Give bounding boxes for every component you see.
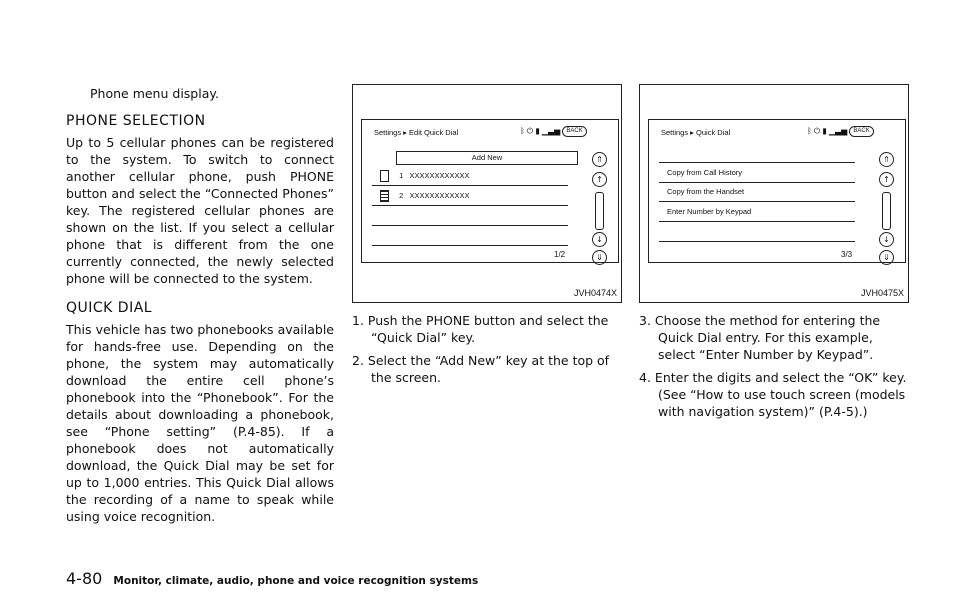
page-footer <box>66 569 478 588</box>
heading-phone-selection: PHONE SELECTION <box>66 113 206 129</box>
list-item[interactable] <box>372 226 568 246</box>
page-indicator: 3/3 <box>841 250 853 259</box>
page-number: 4-80 <box>66 569 103 588</box>
entry-number: 1 <box>399 171 404 180</box>
list-item[interactable] <box>372 166 568 186</box>
page-indicator: 1/2 <box>554 250 566 259</box>
scroll-top-icon[interactable]: ⇑ <box>879 152 894 167</box>
scroll-bottom-icon[interactable]: ⇓ <box>879 250 894 265</box>
list-item <box>659 222 855 242</box>
step-item <box>639 312 907 363</box>
step-item <box>352 352 620 386</box>
screen-edit-quick-dial <box>361 119 619 263</box>
step-number: 4. <box>639 370 651 385</box>
figure-code: JVH0475X <box>860 288 904 298</box>
status-icons <box>520 126 587 137</box>
steps-left <box>352 312 620 392</box>
scroll-bottom-icon[interactable]: ⇓ <box>592 250 607 265</box>
step-item <box>639 369 907 420</box>
step-text: Enter the digits and select the “OK” key. (See “How to use touch screen (models with navigation system)” (P.4-5).) <box>654 370 907 419</box>
list-item[interactable] <box>372 206 568 226</box>
list-spacer <box>659 144 855 163</box>
scroll-top-icon[interactable]: ⇑ <box>592 152 607 167</box>
step-text: Choose the method for entering the Quick Dial entry. For this example, select “Enter Number by Keypad”. <box>654 313 881 362</box>
section-title: Monitor, climate, audio, phone and voice recognition systems <box>113 575 479 587</box>
step-text: Select the “Add New” key at the top of the screen. <box>367 353 610 385</box>
back-button[interactable]: BACK <box>562 126 586 137</box>
list-item[interactable] <box>372 186 568 206</box>
option-copy-call-history[interactable]: Copy from Call History <box>659 162 855 183</box>
option-enter-keypad[interactable]: Enter Number by Keypad <box>659 202 855 222</box>
scroll-down-icon[interactable]: ↓ <box>879 232 894 247</box>
figure-quick-dial <box>639 84 909 303</box>
intro-text: Phone menu display. <box>90 86 219 101</box>
steps-right <box>639 312 907 426</box>
paragraph-phone-selection: Up to 5 cellular phones can be registered to the system. To switch to connect another cellular phone, push PHONE button and select the “Connected Phones” key. The registered cellular phones are shown on the list. If you select a cellular phone that is different from the one currently connected, the newly selected phone will be connected to the system. <box>66 135 334 286</box>
phone-battery-icon: ▮ <box>822 126 827 136</box>
step-number: 3. <box>639 313 651 328</box>
entry-name: XXXXXXXXXXXX <box>409 171 470 180</box>
step-number: 2. <box>352 353 364 368</box>
bluetooth-icon: ᛒ <box>520 126 525 136</box>
add-new-button[interactable]: Add New <box>396 151 578 165</box>
left-column <box>66 86 334 537</box>
heading-quick-dial: QUICK DIAL <box>66 300 153 316</box>
screen-quick-dial <box>648 119 906 263</box>
breadcrumb: Settings ▸ Edit Quick Dial <box>374 128 459 137</box>
figure-code: JVH0474X <box>573 288 617 298</box>
phone-entry-icon <box>380 170 389 182</box>
scroll-up-icon[interactable]: ↑ <box>592 172 607 187</box>
bluetooth-icon: ᛒ <box>807 126 812 136</box>
step-number: 1. <box>352 313 364 328</box>
power-icon: ⏻ <box>813 126 821 136</box>
scrollbar[interactable] <box>882 192 891 230</box>
figure-edit-quick-dial <box>352 84 622 303</box>
step-item <box>352 312 620 346</box>
option-copy-handset[interactable]: Copy from the Handset <box>659 182 855 202</box>
status-icons <box>807 126 874 137</box>
step-text: Push the PHONE button and select the “Quick Dial” key. <box>367 313 609 345</box>
back-button[interactable]: BACK <box>849 126 873 137</box>
signal-icon: ▁▃▅ <box>828 126 848 136</box>
breadcrumb: Settings ▸ Quick Dial <box>661 128 731 137</box>
scrollbar[interactable] <box>595 192 604 230</box>
scroll-down-icon[interactable]: ↓ <box>592 232 607 247</box>
signal-icon: ▁▃▅ <box>541 126 561 136</box>
phone-battery-icon: ▮ <box>535 126 540 136</box>
entry-name: XXXXXXXXXXXX <box>409 191 470 200</box>
scroll-up-icon[interactable]: ↑ <box>879 172 894 187</box>
power-icon: ⏻ <box>526 126 534 136</box>
paragraph-quick-dial: This vehicle has two phonebooks available for hands-free use. Depending on the phone, the system may automatically download the entire cell phone’s phonebook into the “Phonebook”. For the details about downloading a phonebook, see “Phone setting” (P.4-85). If a phonebook does not automatically download, the Quick Dial may be set for up to 1,000 entries. This Quick Dial allows the recording of a name to speak while using voice recognition. <box>66 322 334 524</box>
phonebook-entry-icon <box>380 190 389 202</box>
entry-number: 2 <box>399 191 404 200</box>
